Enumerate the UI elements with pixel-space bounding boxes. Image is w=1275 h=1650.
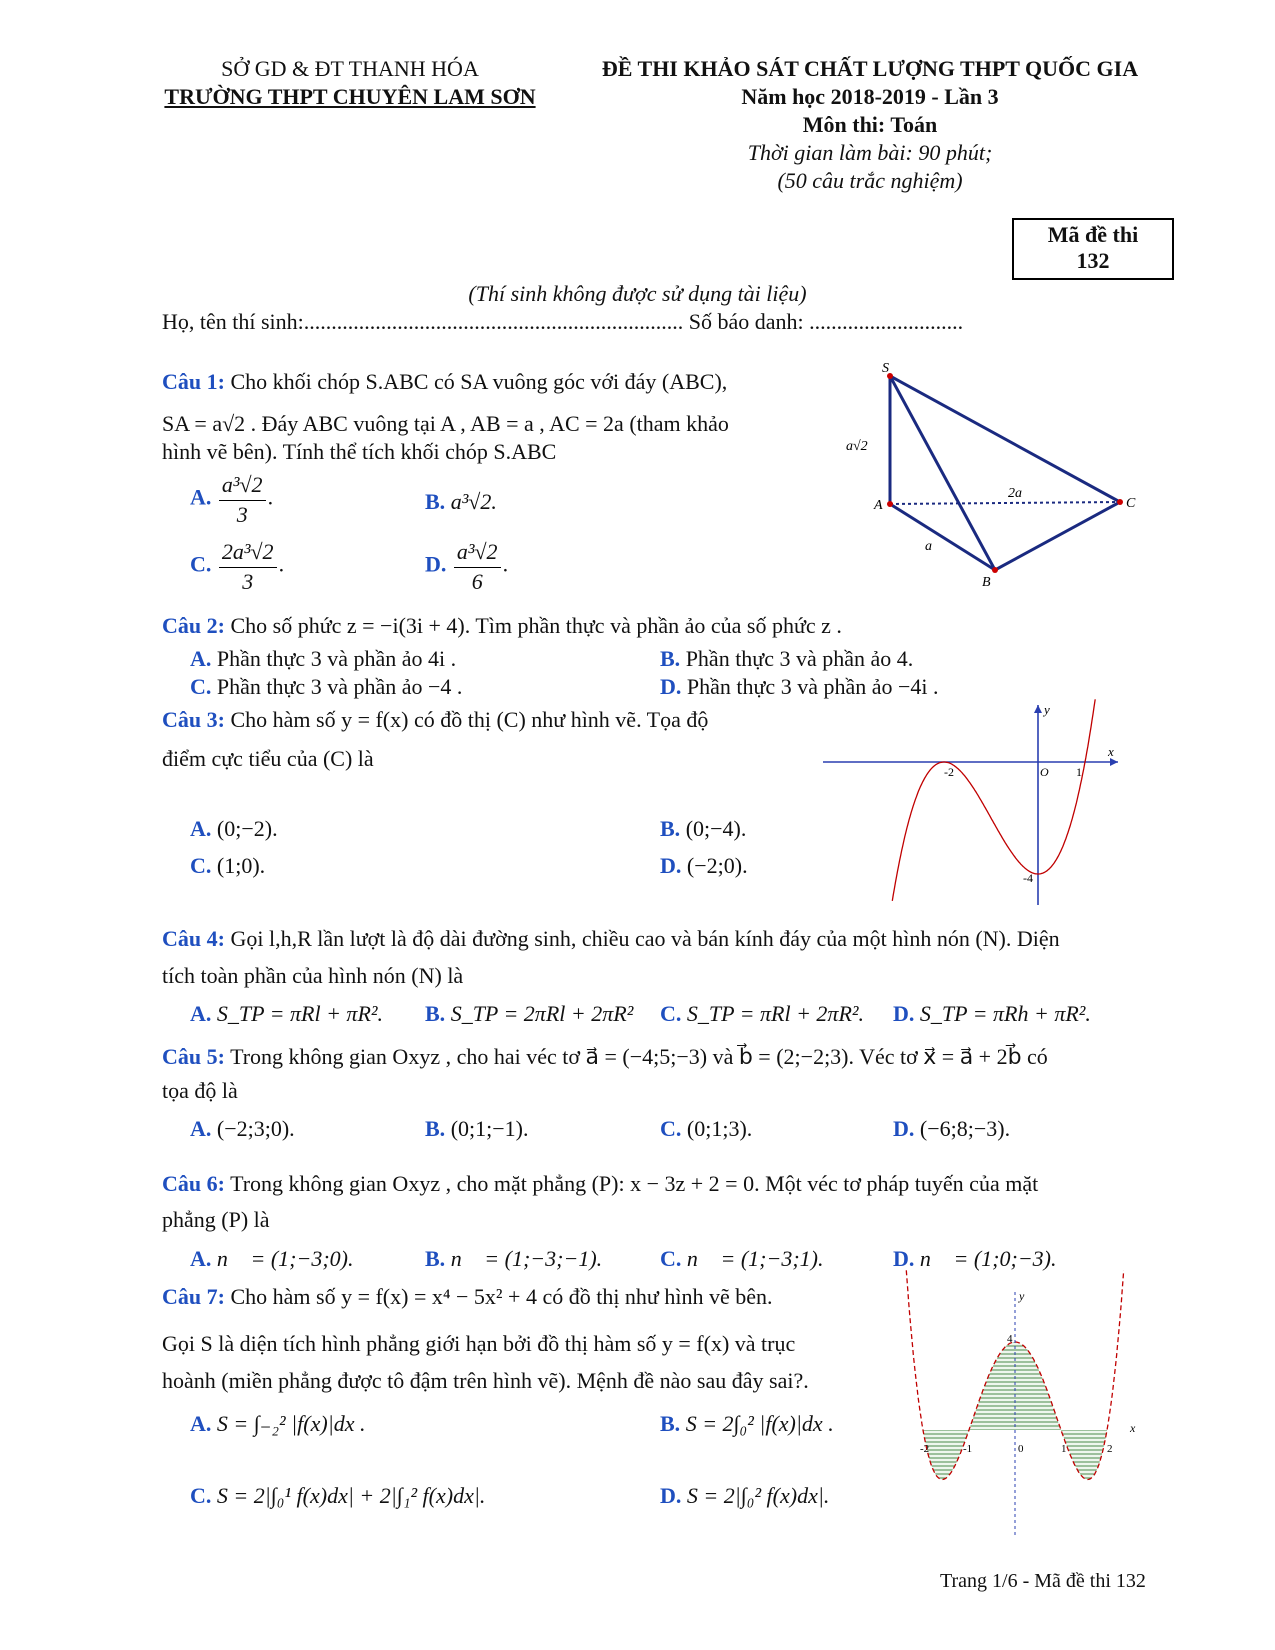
- q2-d-letter: D.: [660, 674, 682, 699]
- q5-text2: tọa độ là: [162, 1078, 238, 1103]
- q6-d-letter: D.: [893, 1246, 915, 1271]
- q6-option-c: [660, 1245, 824, 1273]
- cubic-y-label: y: [1044, 702, 1050, 717]
- label-s: S: [882, 361, 889, 376]
- exam-title: ĐỀ THI KHẢO SÁT CHẤT LƯỢNG THPT QUỐC GIA: [601, 56, 1139, 81]
- q1-d-frac: [454, 537, 501, 596]
- quartic-graph-figure: [895, 1280, 1145, 1540]
- q5-option-b: [425, 1115, 528, 1143]
- quartic-tick-1: 1: [1061, 1443, 1067, 1455]
- q6-text1: Trong không gian Oxyz , cho mặt phẳng (P): x − 3z + 2 = 0. Một véc tơ pháp tuyến của mặt: [230, 1171, 1039, 1196]
- q5-d-text: (−6;8;−3).: [919, 1116, 1011, 1141]
- q1-text2: SA = a√2 . Đáy ABC vuông tại A , AB = a , AC = 2a (tham khảo: [162, 411, 729, 436]
- q4-option-c: [660, 1000, 864, 1028]
- q1-a-den: 3: [236, 502, 248, 527]
- q6-b-letter: B.: [425, 1246, 446, 1271]
- exam-code: 132: [1076, 248, 1110, 273]
- q1-text1: Cho khối chóp S.ABC có SA vuông góc với đáy (ABC),: [230, 369, 728, 394]
- question-count: (50 câu trắc nghiệm): [777, 168, 963, 193]
- q7-text3: hoành (miền phẳng được tô đậm trên hình vẽ). Mệnh đề nào sau đây sai?.: [162, 1368, 809, 1393]
- q4-option-b: [425, 1000, 633, 1028]
- vertex-a: [887, 501, 893, 507]
- q5-a-text: (−2;3;0).: [216, 1116, 295, 1141]
- q4-a-text: S_TP = πRl + πR².: [216, 1001, 383, 1026]
- quartic-y-label: y: [1019, 1289, 1025, 1303]
- q2-option-d: [660, 673, 939, 701]
- header-left: [150, 55, 550, 111]
- q1-c-frac: [219, 537, 277, 596]
- exam-time: Thời gian làm bài: 90 phút;: [747, 140, 993, 165]
- edge-ac-hidden: [890, 502, 1120, 504]
- q1-option-b: [425, 488, 497, 516]
- cubic-graph-figure: [818, 700, 1128, 910]
- q5-b-letter: B.: [425, 1116, 446, 1141]
- q1-option-a: A. $\frac{\text{a³√2}}{3}$ .: [190, 472, 274, 527]
- q1-c-letter: C.: [190, 551, 212, 577]
- label-sa: a√2: [846, 439, 868, 454]
- q2-d-text: Phần thực 3 và phần ảo −4i .: [686, 674, 939, 699]
- q6-a-letter: A.: [190, 1246, 212, 1271]
- shaded-region: [923, 1342, 1107, 1480]
- q5-c-text: (0;1;3).: [686, 1116, 753, 1141]
- cubic-curve: [892, 699, 1095, 901]
- label-a: A: [874, 498, 883, 513]
- q2-text: Cho số phức z = −i(3i + 4). Tìm phần thực và phần ảo của số phức z .: [230, 613, 842, 638]
- q4-c-letter: C.: [660, 1001, 682, 1026]
- page-footer: Trang 1/6 - Mã đề thi 132: [940, 1570, 1146, 1592]
- pyramid-figure: [830, 361, 1136, 590]
- q7-option-c: [190, 1482, 485, 1510]
- q2-b-letter: B.: [660, 646, 681, 671]
- q1-label: Câu 1:: [162, 369, 225, 394]
- q4-d-letter: D.: [893, 1001, 915, 1026]
- q6-c-text: n⃗ = (1;−3;1).: [686, 1246, 824, 1271]
- q3-c-text: (1;0).: [216, 853, 266, 878]
- q7-option-b: [660, 1410, 834, 1438]
- q2-option-b: [660, 645, 913, 673]
- q6-option-b: [425, 1245, 602, 1273]
- q1-c-num: 2a³√2: [219, 537, 277, 568]
- quartic-tick-m1: -1: [963, 1443, 973, 1455]
- q2-label: Câu 2:: [162, 613, 225, 638]
- q5-label: Câu 5:: [162, 1044, 225, 1069]
- q5-line1: [162, 1043, 1152, 1071]
- cubic-origin-label: O: [1040, 765, 1049, 779]
- q6-label: Câu 6:: [162, 1171, 225, 1196]
- q7-text2: Gọi S là diện tích hình phẳng giới hạn bởi đồ thị hàm số y = f(x) và trục: [162, 1331, 796, 1356]
- cubic-tick-m4: -4: [1023, 871, 1033, 885]
- exam-code-label: Mã đề thi: [1047, 222, 1139, 247]
- q1-a-num: a³√2: [219, 470, 266, 501]
- q4-text1: Gọi l,h,R lần lượt là độ dài đường sinh, chiều cao và bán kính đáy của một hình nón (N). Diện: [230, 926, 1060, 951]
- q3-line1: [162, 706, 812, 734]
- q5-b-text: (0;1;−1).: [450, 1116, 529, 1141]
- q6-option-a: [190, 1245, 354, 1273]
- q1-a-frac: [219, 470, 266, 529]
- q3-d-text: (−2;0).: [686, 853, 748, 878]
- q6-text2: phẳng (P) là: [162, 1207, 270, 1232]
- label-c: C: [1126, 496, 1136, 511]
- q1-text3: hình vẽ bên). Tính thể tích khối chóp S.ABC: [162, 439, 557, 464]
- q6-a-text: n⃗ = (1;−3;0).: [216, 1246, 354, 1271]
- q1-c-den: 3: [242, 569, 254, 594]
- q5-a-letter: A.: [190, 1116, 212, 1141]
- q3-text2: điểm cực tiểu của (C) là: [162, 746, 374, 771]
- q7-c-text: S = 2|∫₀¹ f(x)dx| + 2|∫₁² f(x)dx|.: [216, 1483, 486, 1508]
- label-b: B: [982, 575, 991, 590]
- q3-option-d: [660, 852, 748, 880]
- header-right: [560, 55, 1180, 195]
- q3-b-text: (0;−4).: [685, 816, 747, 841]
- q7-option-a: [190, 1410, 366, 1438]
- q7-text1: Cho hàm số y = f(x) = x⁴ − 5x² + 4 có đồ thị như hình vẽ bên.: [230, 1284, 773, 1309]
- q1-d-den: 6: [471, 569, 483, 594]
- q3-d-letter: D.: [660, 853, 682, 878]
- q2-a-letter: A.: [190, 646, 212, 671]
- q2-c-text: Phần thực 3 và phần ảo −4 .: [216, 674, 463, 699]
- q7-c-letter: C.: [190, 1483, 212, 1508]
- quartic-tick-0: 0: [1018, 1443, 1024, 1455]
- q4-b-letter: B.: [425, 1001, 446, 1026]
- q5-option-a: [190, 1115, 295, 1143]
- vertex-c: [1117, 499, 1123, 505]
- edge-ab: [890, 504, 995, 570]
- q2-option-c: [190, 673, 462, 701]
- q1-d-num: a³√2: [454, 537, 501, 568]
- y-axis-arrow: [1034, 705, 1042, 713]
- q4-d-text: S_TP = πRh + πR².: [919, 1001, 1091, 1026]
- q4-option-d: [893, 1000, 1091, 1028]
- q6-line1: [162, 1170, 1152, 1198]
- school-year: Năm học 2018-2019 - Lần 3: [741, 84, 999, 109]
- q1-b-value: a³√2.: [450, 489, 497, 514]
- q4-b-text: S_TP = 2πRl + 2πR²: [450, 1001, 634, 1026]
- q2-a-text: Phần thực 3 và phần ảo 4i .: [216, 646, 457, 671]
- q6-d-text: n⃗ = (1;0;−3).: [919, 1246, 1057, 1271]
- exam-code-box: [1012, 218, 1174, 280]
- exam-note: (Thí sinh không được sử dụng tài liệu): [468, 281, 807, 306]
- q4-c-text: S_TP = πRl + 2πR².: [686, 1001, 864, 1026]
- q3-a-letter: A.: [190, 816, 212, 841]
- q3-text1: Cho hàm số y = f(x) có đồ thị (C) như hình vẽ. Tọa độ: [230, 707, 709, 732]
- q1-d-letter: D.: [425, 551, 447, 577]
- q1-a-letter: A.: [190, 484, 212, 510]
- q3-option-b: [660, 815, 746, 843]
- q3-a-text: (0;−2).: [216, 816, 278, 841]
- quartic-tick-2: 2: [1107, 1443, 1113, 1455]
- q4-option-a: [190, 1000, 383, 1028]
- quartic-tick-m2: -2: [920, 1443, 930, 1455]
- q7-label: Câu 7:: [162, 1284, 225, 1309]
- q2-option-a: [190, 645, 456, 673]
- q7-d-text: S = 2|∫₀² f(x)dx|.: [686, 1483, 830, 1508]
- q2-line: [162, 612, 842, 640]
- q7-b-text: S = 2∫₀² |f(x)|dx .: [685, 1411, 834, 1436]
- vertex-b: [992, 567, 998, 573]
- department: SỞ GD & ĐT THANH HÓA: [221, 56, 479, 81]
- quartic-x-label: x: [1130, 1421, 1136, 1435]
- q4-a-letter: A.: [190, 1001, 212, 1026]
- cubic-tick-m2: -2: [944, 765, 954, 779]
- q3-option-a: [190, 815, 278, 843]
- edge-bc: [995, 502, 1120, 570]
- q3-label: Câu 3:: [162, 707, 225, 732]
- q5-option-c: [660, 1115, 752, 1143]
- q6-option-d: [893, 1245, 1057, 1273]
- q3-option-c: [190, 852, 265, 880]
- q5-c-letter: C.: [660, 1116, 682, 1141]
- q3-b-letter: B.: [660, 816, 681, 841]
- q1-b-letter: B.: [425, 489, 446, 514]
- x-axis-arrow: [1110, 758, 1118, 766]
- q3-c-letter: C.: [190, 853, 212, 878]
- q7-a-text: S = ∫₋₂² |f(x)|dx .: [216, 1411, 366, 1436]
- q7-a-letter: A.: [190, 1411, 212, 1436]
- label-ab: a: [925, 539, 932, 554]
- q2-c-letter: C.: [190, 674, 212, 699]
- q5-d-letter: D.: [893, 1116, 915, 1141]
- quartic-tick-4: 4: [1007, 1333, 1013, 1345]
- q6-b-text: n⃗ = (1;−3;−1).: [450, 1246, 603, 1271]
- q4-line1: [162, 925, 1142, 953]
- q7-line1: [162, 1283, 862, 1311]
- q7-b-letter: B.: [660, 1411, 681, 1436]
- cubic-tick-1: 1: [1076, 765, 1082, 779]
- label-ac: 2a: [1008, 486, 1022, 501]
- q4-label: Câu 4:: [162, 926, 225, 951]
- candidate-line: Họ, tên thí sinh:..................................................................... Số báo danh: ............................: [162, 309, 964, 334]
- q1-line1: [162, 368, 812, 396]
- q4-text2: tích toàn phần của hình nón (N) là: [162, 963, 464, 988]
- q7-d-letter: D.: [660, 1483, 682, 1508]
- school-name: TRƯỜNG THPT CHUYÊN LAM SƠN: [164, 84, 536, 109]
- q1-option-c: C. $\frac{\text{2a³√2}}{3}$ .: [190, 539, 285, 594]
- q6-c-letter: C.: [660, 1246, 682, 1271]
- q5-text1: Trong không gian Oxyz , cho hai véc tơ a⃗ = (−4;5;−3) và b⃗ = (2;−2;3). Véc tơ x⃗ = a⃗ + 2b⃗ có: [230, 1044, 1048, 1069]
- q7-option-d: [660, 1482, 829, 1510]
- q5-option-d: [893, 1115, 1010, 1143]
- q2-b-text: Phần thực 3 và phần ảo 4.: [685, 646, 914, 671]
- cubic-x-label: x: [1108, 744, 1114, 759]
- subject: Môn thi: Toán: [802, 112, 938, 137]
- q1-option-d: D. $\frac{\text{a³√2}}{6}$ .: [425, 539, 509, 594]
